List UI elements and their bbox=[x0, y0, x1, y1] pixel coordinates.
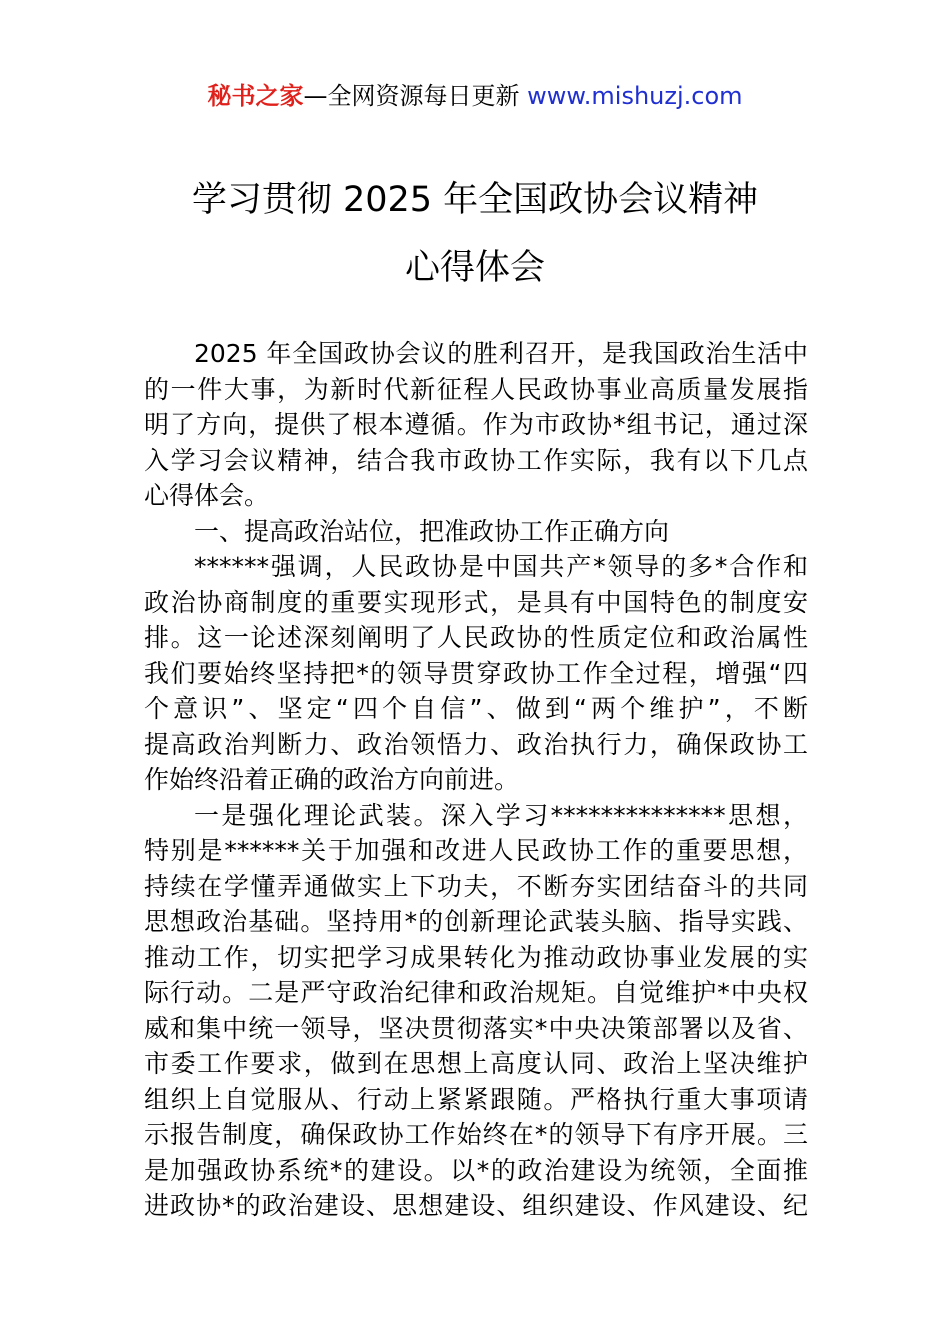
body-line: 是加强政协系统*的建设。以*的政治建设为统领，全面推 bbox=[144, 1155, 808, 1185]
body-line: 入学习会议精神，结合我市政协工作实际，我有以下几点 bbox=[144, 445, 808, 475]
body-line: 作始终沿着正确的政治方向前进。 bbox=[144, 765, 520, 794]
body-line: 际行动。二是严守政治纪律和政治规矩。自觉维护*中央权 bbox=[144, 978, 808, 1007]
body-line: 思想政治基础。坚持用*的创新理论武装头脑、指导实践、 bbox=[144, 907, 808, 936]
body-line: 政治协商制度的重要实现形式，是具有中国特色的制度安 bbox=[144, 587, 808, 617]
document-body bbox=[144, 336, 808, 1224]
body-line: 特别是******关于加强和改进人民政协工作的重要思想， bbox=[144, 836, 808, 865]
body-line: 提高政治判断力、政治领悟力、政治执行力，确保政协工 bbox=[144, 729, 808, 759]
body-line: 的一件大事，为新时代新征程人民政协事业高质量发展指 bbox=[144, 374, 808, 404]
body-line: 心得体会。 bbox=[144, 481, 270, 510]
document-title-line-1: 学习贯彻 2025 年全国政协会议精神 bbox=[191, 180, 759, 220]
site-header bbox=[0, 80, 950, 112]
body-line: ******强调，人民政协是中国共产*领导的多*合作和 bbox=[194, 552, 808, 581]
body-line: 威和集中统一领导，坚决贯彻落实*中央决策部署以及省、 bbox=[144, 1013, 808, 1043]
body-line: 示报告制度，确保政协工作始终在*的领导下有序开展。三 bbox=[144, 1120, 808, 1149]
body-line: 明了方向，提供了根本遵循。作为市政协*组书记，通过深 bbox=[144, 410, 808, 439]
body-line: 个意识”、坚定“四个自信”、做到“两个维护”，不断 bbox=[144, 694, 808, 723]
body-line: 我们要始终坚持把*的领导贯穿政协工作全过程，增强“四 bbox=[144, 658, 808, 688]
body-line: 一是强化理论武装。深入学习**************思想， bbox=[194, 800, 808, 830]
body-line: 持续在学懂弄通做实上下功夫，不断夯实团结奋斗的共同 bbox=[144, 871, 808, 901]
body-line: 推动工作，切实把学习成果转化为推动政协事业发展的实 bbox=[144, 942, 808, 972]
body-line: 组织上自觉服从、行动上紧紧跟随。严格执行重大事项请 bbox=[144, 1084, 808, 1114]
body-line: 进政协*的政治建设、思想建设、组织建设、作风建设、纪 bbox=[144, 1191, 808, 1220]
body-line: 市委工作要求，做到在思想上高度认同、政治上坚决维护 bbox=[144, 1049, 808, 1078]
document-title-line-2: 心得体会 bbox=[404, 248, 545, 288]
site-brand: 秘书之家 bbox=[207, 82, 304, 110]
section-heading: 一、提高政治站位，把准政协工作正确方向 bbox=[194, 516, 670, 546]
body-line: 排。这一论述深刻阐明了人民政协的性质定位和政治属性 bbox=[144, 623, 808, 652]
site-tagline: —全网资源每日更新 bbox=[303, 82, 528, 110]
body-line: 2025 年全国政协会议的胜利召开，是我国政治生活中 bbox=[194, 339, 808, 368]
site-url-link[interactable]: www.mishuzj.com bbox=[527, 82, 743, 110]
